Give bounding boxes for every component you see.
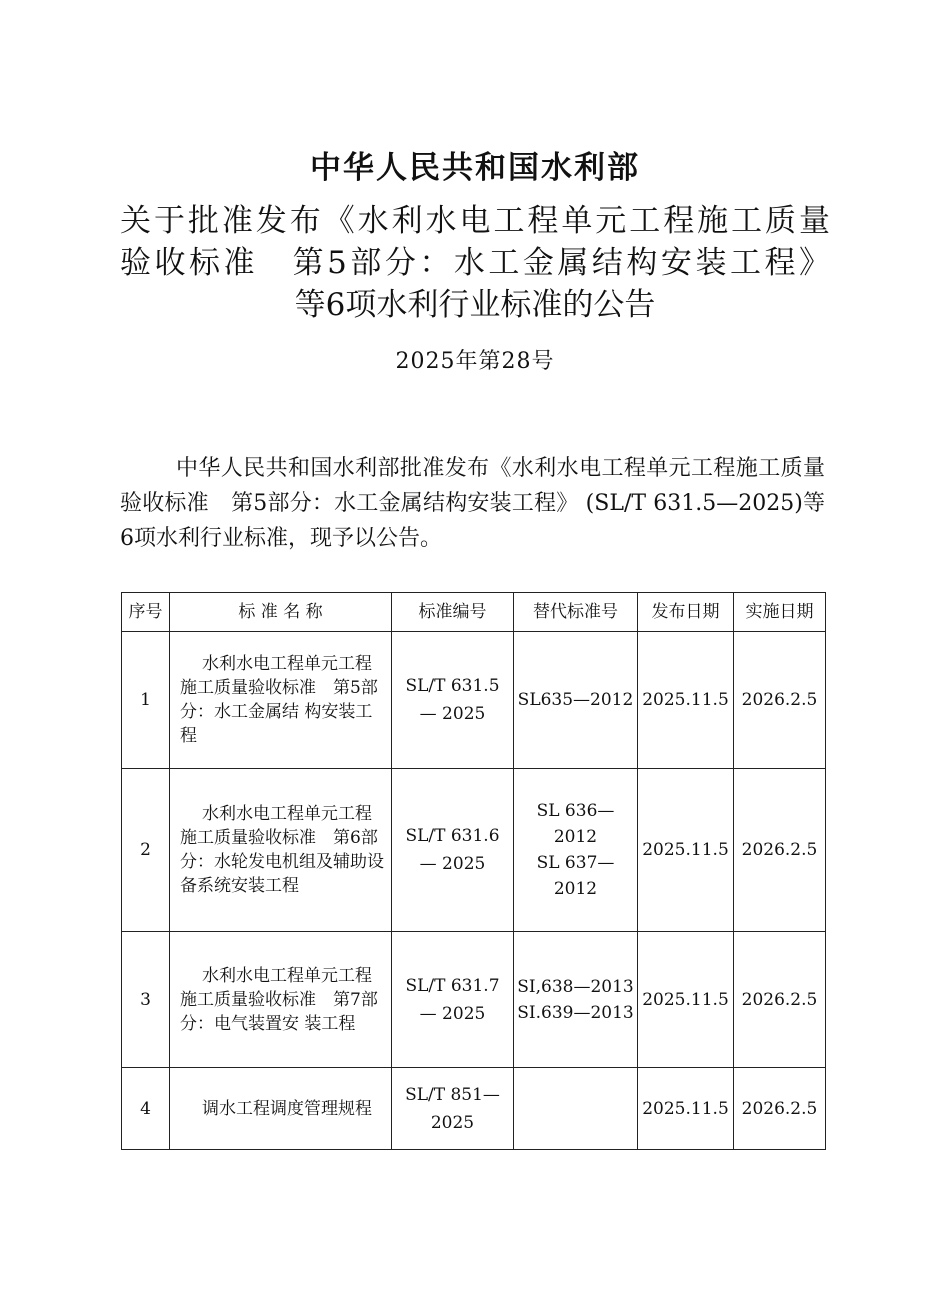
standard-name-text: 水利水电工程单元工程施工质量验收标准 第7部分：电气装置安 装工程: [180, 965, 378, 1034]
title-line: 验收标准 第5部分：水工金属结构安装工程》: [120, 245, 830, 281]
header-standard-name: 标 准 名 称: [170, 593, 392, 632]
cell-standard-name: [170, 632, 392, 769]
replaced-standard-code: SI,638—2013: [517, 976, 634, 997]
cell-standard-name: [170, 769, 392, 932]
cell-replaced-standard: [514, 932, 638, 1068]
cell-standard-code: SL/T 631.7 — 2025: [392, 932, 514, 1068]
cell-replaced-standard: [514, 769, 638, 932]
replaced-standard-code: SL 637—2012: [536, 853, 615, 899]
cell-publish-date: 2025.11.5: [638, 769, 734, 932]
standard-name-text: 水利水电工程单元工程施工质量验收标准 第6部分：水轮发电机组及辅助设备系统安装工程: [180, 804, 384, 896]
announcement-title: [120, 200, 830, 326]
cell-effective-date: 2026.2.5: [734, 769, 826, 932]
cell-standard-name: [170, 1068, 392, 1150]
table-header-row: [122, 593, 826, 632]
table-row: [122, 769, 826, 932]
replaced-standard-code: SI.639—2013: [517, 1002, 634, 1023]
announcement-paragraph: 中华人民共和国水利部批准发布《水利水电工程单元工程施工质量验收标准 第5部分：水工金属结构安装工程》 (SL/T 631.5—2025)等6项水利行业标准，现予以公告。: [120, 456, 825, 551]
cell-index: 2: [122, 769, 170, 932]
header-standard-code: 标准编号: [392, 593, 514, 632]
document-number: 2025年第28号: [395, 349, 555, 374]
cell-publish-date: 2025.11.5: [638, 632, 734, 769]
standard-name-text: 水利水电工程单元工程施工质量验收标准 第5部分：水工金属结 构安装工程: [180, 654, 378, 746]
cell-publish-date: 2025.11.5: [638, 932, 734, 1068]
standards-table: [121, 592, 826, 1150]
header-effective-date: 实施日期: [734, 593, 826, 632]
cell-standard-code: SL/T 851— 2025: [392, 1068, 514, 1150]
cell-effective-date: 2026.2.5: [734, 632, 826, 769]
table-row: [122, 932, 826, 1068]
header-index: 序号: [122, 593, 170, 632]
replaced-standard-code: SL635—2012: [517, 690, 634, 710]
header-publish-date: 发布日期: [638, 593, 734, 632]
standard-name-text: 调水工程调度管理规程: [202, 1098, 372, 1119]
replaced-standard-code: SL 636—2012: [536, 801, 615, 847]
cell-index: 4: [122, 1068, 170, 1150]
cell-publish-date: 2025.11.5: [638, 1068, 734, 1150]
cell-standard-code: SL/T 631.6 — 2025: [392, 769, 514, 932]
header-replaced-standard: 替代标准号: [514, 593, 638, 632]
table-row: [122, 632, 826, 769]
cell-replaced-standard: [514, 1068, 638, 1150]
title-line: 关于批准发布《水利水电工程单元工程施工质量: [120, 203, 830, 239]
cell-index: 1: [122, 632, 170, 769]
cell-effective-date: 2026.2.5: [734, 932, 826, 1068]
cell-standard-code: SL/T 631.5 — 2025: [392, 632, 514, 769]
cell-index: 3: [122, 932, 170, 1068]
cell-replaced-standard: [514, 632, 638, 769]
cell-effective-date: 2026.2.5: [734, 1068, 826, 1150]
table-row: [122, 1068, 826, 1150]
title-line: 等6项水利行业标准的公告: [294, 287, 656, 323]
issuing-authority: 中华人民共和国水利部: [310, 150, 640, 186]
cell-standard-name: [170, 932, 392, 1068]
